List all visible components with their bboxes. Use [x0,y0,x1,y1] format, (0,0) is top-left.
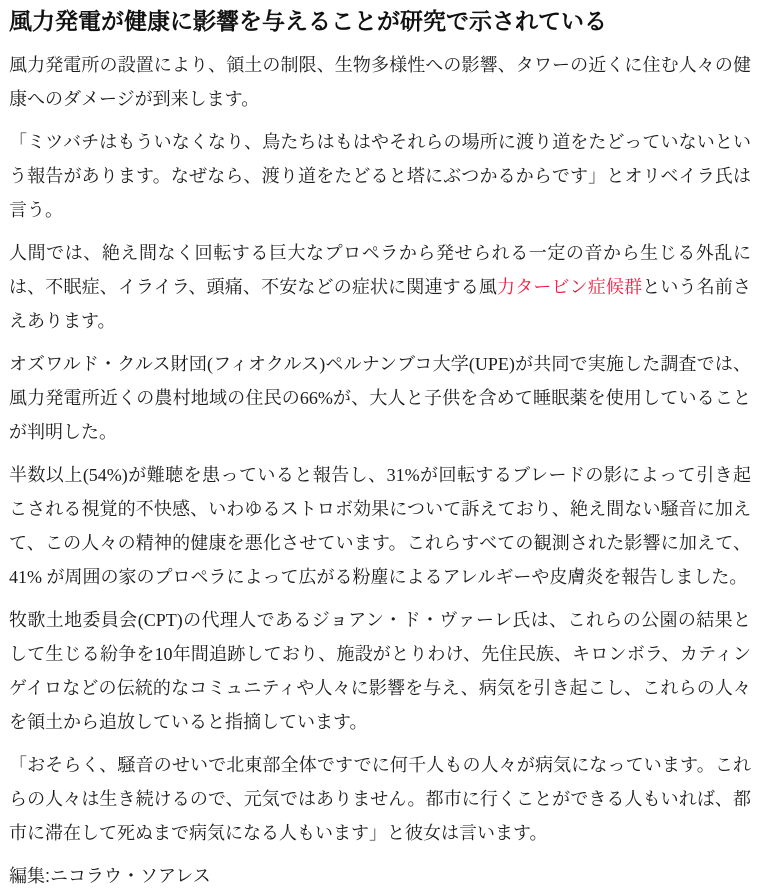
article-body [9,48,751,850]
text-run: (UPE) [468,354,515,374]
paragraph-7 [9,748,751,850]
text-run: ペルナンブコ大学 [325,354,469,374]
article-title: 風力発電が健康に影響を与えることが研究で示されている [9,8,607,34]
text-run: オズワルド・クルス財団 [9,354,207,374]
text-run: が周囲の家のプロペラによって広がる粉塵によるアレルギーや皮膚炎を報告しました。 [46,567,748,587]
wind-turbine-syndrome-link[interactable]: 力タービン症候群 [497,277,643,297]
text-run: が、大人と子供を含めて睡眠薬を使用していることが判明した。 [9,388,752,442]
text-run: (CPT) [137,610,183,630]
text-run: 41% [9,567,47,587]
text-run: 牧歌土地委員会 [9,610,138,630]
text-run: 「おそらく、騒音のせいで北東部全体ですでに何千人もの人々が病気になっています。これらの人々は生き続けるので、元気ではありません。都市に行くことができる人もいれば、都市に滞在して死ぬまで病気になる人もいます」と彼女は言います。 [9,755,751,843]
text-run: ( [206,354,213,374]
text-run: 年間追跡しており、施設がとりわけ、先住民族、キロンボラ、カティンゲイロなどの伝統的なコミュニティや人々に影響を与え、病気を引き起こし、これらの人々を領土から追放していると指摘しています。 [9,644,752,732]
text-run: 10 [154,644,173,664]
paragraph-1 [9,48,751,116]
text-run: ) [319,354,326,374]
paragraph-3 [9,236,751,338]
text-run: 半数以上 [9,465,83,485]
byline: 編集:ニコラウ・ソアレス [9,866,211,886]
paragraph-6 [9,603,751,739]
text-run: (54%) [82,465,128,485]
text-run: フィオクルス [212,354,320,374]
text-run: が共同で実施した調査では、風力発電所近くの農村地域の住民の [9,354,752,408]
text-run: が回転するブレードの影によって引き起こされる視覚的不快感、いわゆるストロボ効果について訴えており、絶え間ない騒音に加えて、この人々の精神的健康を悪化させています。これらすべての観測された影響に加えて、 [9,465,752,553]
paragraph-4 [9,347,751,449]
paragraph-2 [9,125,751,227]
paragraph-5 [9,458,751,594]
text-run: の代理人であるジョアン・ド・ヴァーレ氏は、これらの公園の結果として生じる紛争を [9,610,751,664]
text-run: 66% [299,388,333,408]
text-run: 風力発電所の設置により、領土の制限、生物多様性への影響、タワーの近くに住む人々の健康へのダメージが到来します。 [9,55,751,109]
text-run: 「ミツバチはもういなくなり、鳥たちはもはやそれらの場所に渡り道をたどっていないという報告があります。なぜなら、渡り道をたどると塔にぶつかるからです」とオリベイラ氏は言う。 [9,132,751,220]
text-run: という名前さえあります。 [9,277,751,331]
text-run: が難聴を患っていると報告し、 [127,465,387,485]
text-run: 31% [386,465,420,485]
text-run: 人間では、絶え間なく回転する巨大なプロペラから発せられる一定の音から生じる外乱には、不眠症、イライラ、頭痛、不安などの症状に関連する風 [9,243,751,297]
